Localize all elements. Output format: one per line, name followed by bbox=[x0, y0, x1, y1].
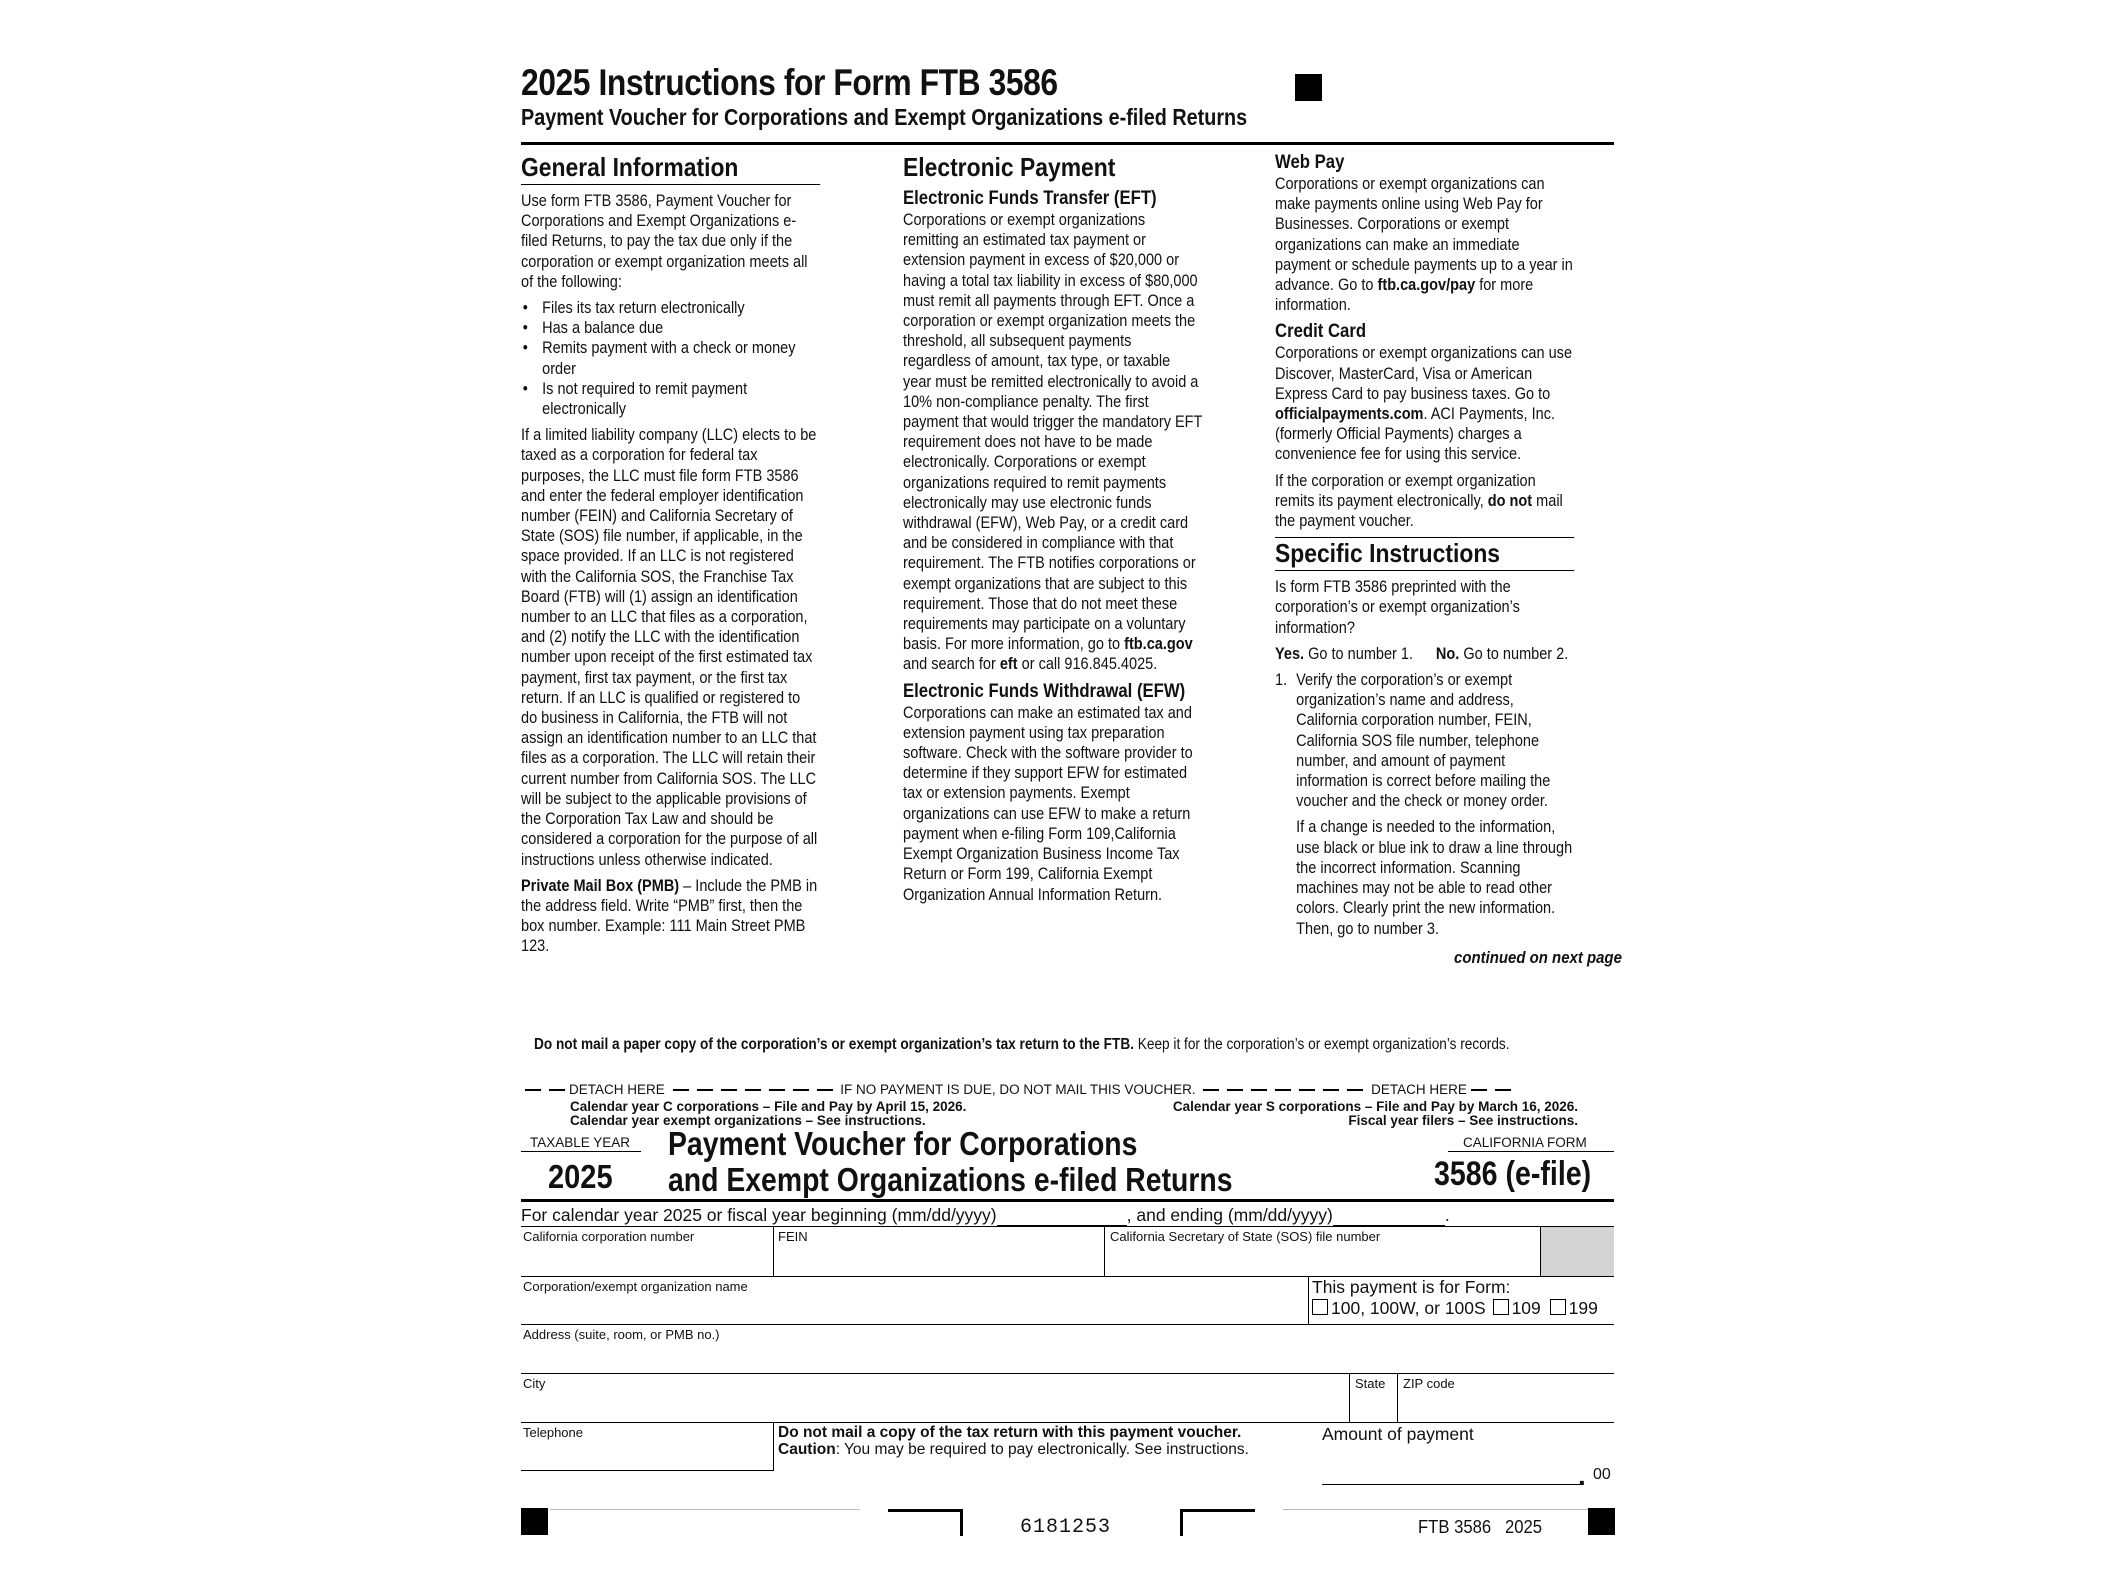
form-rule bbox=[521, 1226, 1614, 1227]
electronic-payment-heading: Electronic Payment bbox=[903, 152, 1116, 182]
form-100-label: 100, 100W, or 100S bbox=[1331, 1298, 1486, 1318]
pmb-text: – Include the PMB in the address field. Write “PMB” first, then the box number. Example: 111 Main Street PMB 123. bbox=[521, 876, 818, 956]
form-109-checkbox[interactable] bbox=[1493, 1299, 1509, 1315]
remit-note-text-2: mail the payment voucher. bbox=[1275, 491, 1563, 531]
eft-paragraph bbox=[903, 210, 1202, 675]
no-label: No. bbox=[1435, 644, 1460, 663]
list-item bbox=[1275, 670, 1574, 939]
fiscal-year-line bbox=[521, 1204, 1450, 1226]
remit-note-text: If the corporation or exempt organization remits its payment electronically, bbox=[1275, 471, 1536, 510]
sos-number-label: California Secretary of State (SOS) file number bbox=[1110, 1229, 1381, 1244]
web-pay-text-2: for more information. bbox=[1275, 276, 1534, 315]
state-label: State bbox=[1355, 1376, 1386, 1391]
scan-corner-mark bbox=[888, 1509, 963, 1536]
eft-text-2: and search for bbox=[903, 655, 1000, 674]
form-rule bbox=[521, 1422, 1614, 1423]
web-pay-text: Corporations or exempt organizations can make payments online using Web Pay for Businesses. Corporations or exempt organizations can make an immediate payment or schedule payments up to a year in advance. Go to bbox=[1275, 175, 1573, 295]
do-not-mail-bold: Do not mail a paper copy of the corporation’s or exempt organization’s tax return to the FTB. bbox=[534, 1036, 1134, 1053]
org-name-field[interactable] bbox=[521, 1295, 1306, 1323]
form-divider bbox=[773, 1422, 774, 1470]
fiscal-text-2: , and ending (mm/dd/yyyy) bbox=[1126, 1205, 1333, 1225]
cal-c-text: Calendar year C corporations – File and Pay by April 15, 2026. bbox=[570, 1099, 967, 1114]
address-label: Address (suite, room, or PMB no.) bbox=[523, 1327, 720, 1342]
eft-text-3: or call 916.845.4025. bbox=[1017, 655, 1158, 674]
preprinted-question: Is form FTB 3586 preprinted with the corporation’s or exempt organization’s information? bbox=[1275, 578, 1520, 637]
calendar-year-s-note bbox=[1100, 1100, 1578, 1128]
zip-label: ZIP code bbox=[1403, 1376, 1455, 1391]
fein-field[interactable] bbox=[775, 1245, 1103, 1275]
fiscal-end-input[interactable] bbox=[1333, 1204, 1445, 1226]
registration-mark bbox=[521, 1508, 548, 1535]
detach-right-label: DETACH HERE bbox=[1371, 1082, 1467, 1097]
city-label: City bbox=[523, 1376, 546, 1391]
step-number: 1. bbox=[1275, 671, 1288, 690]
scan-rule bbox=[1283, 1509, 1613, 1510]
decimal-point: . bbox=[1578, 1460, 1586, 1491]
fein-label: FEIN bbox=[778, 1229, 808, 1244]
address-field[interactable] bbox=[521, 1343, 1614, 1372]
corp-number-field[interactable] bbox=[521, 1245, 771, 1275]
list-item: • Is not required to remit payment electronically bbox=[542, 379, 820, 419]
web-pay-heading: Web Pay bbox=[1275, 152, 1345, 173]
form-199-label: 199 bbox=[1568, 1298, 1598, 1318]
eft-heading: Electronic Funds Transfer (EFT) bbox=[903, 188, 1157, 209]
voucher-caution-note bbox=[778, 1424, 1249, 1458]
fiscal-begin-input[interactable] bbox=[997, 1204, 1127, 1226]
form-number: 3586 (e-file) bbox=[1434, 1155, 1592, 1193]
voucher-title-line-2: and Exempt Organizations e-filed Returns bbox=[668, 1161, 1233, 1198]
no-text: Go to number 2. bbox=[1459, 644, 1569, 663]
credit-card-heading: Credit Card bbox=[1275, 321, 1367, 343]
cal-exempt-text: Calendar year exempt organizations – See instructions. bbox=[570, 1113, 926, 1128]
scan-rule bbox=[550, 1509, 860, 1510]
payment-options-column bbox=[1275, 152, 1615, 945]
taxable-year-value: 2025 bbox=[548, 1158, 613, 1195]
form-divider bbox=[1349, 1373, 1350, 1422]
detach-left-label: DETACH HERE bbox=[569, 1082, 665, 1097]
credit-card-text: Corporations or exempt organizations can use Discover, MasterCard, Visa or American Express Card to pay business taxes. Go to bbox=[1275, 344, 1573, 403]
credit-card-text-2: . ACI Payments, Inc. (formerly Official Payments) charges a convenience fee for using this service. bbox=[1275, 405, 1556, 464]
yes-text: Go to number 1. bbox=[1304, 644, 1414, 663]
list-item: • Has a balance due bbox=[542, 318, 820, 338]
amount-of-payment-label: Amount of payment bbox=[1322, 1424, 1474, 1444]
scan-corner-mark bbox=[1180, 1509, 1255, 1536]
eft-search-term: eft bbox=[999, 655, 1018, 674]
do-not-mail-note bbox=[534, 1036, 1510, 1054]
taxable-year-rule bbox=[521, 1151, 641, 1152]
efw-heading: Electronic Funds Withdrawal (EFW) bbox=[903, 680, 1186, 702]
corp-number-label: California corporation number bbox=[523, 1229, 695, 1244]
header-rule bbox=[521, 142, 1614, 145]
continued-note: continued on next page bbox=[1454, 948, 1622, 967]
do-not-emphasis: do not bbox=[1487, 491, 1533, 510]
llc-paragraph: If a limited liability company (LLC) elects to be taxed as a corporation for federal tax purposes, the LLC must file form FTB 3586 and enter the federal employer identification number (FEIN) and California Secretary of State (SOS) file number, if applicable, in the space provided. If an LLC is not registered with the California SOS, the Franchise Tax Board (FTB) will (1) assign an identification number to an LLC that files as a corporation, and (2) notify the LLC with the identification number upon receipt of the first estimated tax payment, first tax payment, or the first tax return. If an LLC is qualified or registered to do business in California, the FTB will not assign an identification number to an LLC that files as a corporation. The LLC will retain their current number from California SOS. The LLC will be subject to the applicable provisions of the Corporation Tax Law and should be considered a corporation for the purpose of all instructions unless otherwise indicated. bbox=[521, 426, 818, 869]
general-information-column bbox=[521, 152, 861, 963]
list-item: • Files its tax return electronically bbox=[542, 298, 820, 318]
caution-label: Caution bbox=[778, 1441, 836, 1458]
form-109-label: 109 bbox=[1511, 1298, 1541, 1318]
yes-label: Yes. bbox=[1275, 644, 1305, 663]
telephone-label: Telephone bbox=[523, 1425, 583, 1440]
instruction-steps bbox=[1275, 670, 1574, 939]
form-divider bbox=[1308, 1276, 1309, 1324]
scan-code: 6181253 bbox=[1020, 1516, 1112, 1539]
official-payments-link: officialpayments.com bbox=[1275, 405, 1424, 424]
footer-form-id: FTB 3586 2025 bbox=[1418, 1516, 1543, 1537]
eft-text: Corporations or exempt organizations remitting an estimated tax payment or extension payment in excess of $20,000 or having a total tax liability in excess of $80,000 must remit all payments through EFT. Once a corporation or exempt organization meets the threshold, all subsequent payments regardless of amount, tax type, or taxable year must be remitted electronically to avoid a 10% non-compliance penalty. The first payment that would trigger the mandatory EFT requirement does not have to be made electronically. Corporations or exempt organizations required to remit payments electronically may use electronic funds withdrawal (EFW), Web Pay, or a credit card and be considered in compliance with that requirement. The FTB notifies corporations or exempt organizations that are subject to this requirement. Those that do not meet these requirements may participate on a voluntary basis. For more information, go to bbox=[903, 211, 1203, 654]
amount-rule bbox=[1322, 1484, 1580, 1485]
electronic-payment-column bbox=[903, 152, 1243, 911]
voucher-rule bbox=[521, 1199, 1614, 1202]
registration-mark bbox=[1295, 74, 1322, 101]
cal-s-text: Calendar year S corporations – File and Pay by March 16, 2026. bbox=[1172, 1099, 1578, 1114]
form-rule bbox=[521, 1324, 1614, 1325]
pmb-paragraph bbox=[521, 876, 820, 957]
requirements-list bbox=[521, 298, 820, 419]
form-divider bbox=[1397, 1373, 1398, 1422]
taxable-year-label: TAXABLE YEAR bbox=[530, 1135, 631, 1150]
org-name-label: Corporation/exempt organization name bbox=[523, 1279, 748, 1294]
voucher-title-line-1: Payment Voucher for Corporations bbox=[668, 1125, 1138, 1162]
no-mail-bold: Do not mail a copy of the tax return with this payment voucher. bbox=[778, 1424, 1242, 1441]
step-1-change-text: If a change is needed to the information, use black or blue ink to draw a line through the incorrect information. Scanning machines may not be able to read other colors. Clearly print the new information. Then, go to number 3. bbox=[1296, 818, 1573, 938]
fiscal-filers-text: Fiscal year filers – See instructions. bbox=[1348, 1113, 1578, 1128]
calendar-year-c-note bbox=[570, 1100, 966, 1128]
sos-number-field[interactable] bbox=[1106, 1245, 1539, 1275]
caution-text: : You may be required to pay electronically. See instructions. bbox=[835, 1441, 1249, 1458]
no-payment-notice: IF NO PAYMENT IS DUE, DO NOT MAIL THIS VOUCHER. bbox=[840, 1082, 1196, 1097]
detach-line bbox=[521, 1082, 1614, 1096]
california-form-rule bbox=[1448, 1151, 1614, 1152]
general-information-intro: Use form FTB 3586, Payment Voucher for Corporations and Exempt Organizations e-filed Returns, to pay the tax due only if the corporation or exempt organization meets all of the following: bbox=[521, 192, 808, 291]
amount-of-payment-field[interactable] bbox=[1322, 1448, 1578, 1483]
web-pay-link: ftb.ca.gov/pay bbox=[1377, 276, 1476, 295]
form-divider bbox=[773, 1226, 774, 1276]
amount-cents: 00 bbox=[1593, 1466, 1611, 1483]
registration-mark bbox=[1588, 1508, 1615, 1535]
payment-form-selector bbox=[1312, 1277, 1598, 1319]
document-subtitle: Payment Voucher for Corporations and Exempt Organizations e-filed Returns bbox=[521, 104, 1248, 130]
form-199-checkbox[interactable] bbox=[1550, 1299, 1566, 1315]
state-field[interactable] bbox=[1351, 1392, 1396, 1421]
payment-form-label: This payment is for Form: bbox=[1312, 1277, 1511, 1297]
pmb-term: Private Mail Box (PMB) bbox=[521, 876, 680, 895]
fiscal-text-3: . bbox=[1444, 1205, 1450, 1225]
city-field[interactable] bbox=[521, 1392, 1347, 1421]
web-pay-paragraph bbox=[1275, 174, 1574, 315]
california-form-label: CALIFORNIA FORM bbox=[1463, 1135, 1587, 1150]
ftb-link: ftb.ca.gov bbox=[1124, 635, 1193, 654]
general-information-heading: General Information bbox=[521, 152, 820, 185]
fiscal-text: For calendar year 2025 or fiscal year beginning (mm/dd/yyyy) bbox=[521, 1205, 997, 1225]
form-100-checkbox[interactable] bbox=[1312, 1299, 1328, 1315]
specific-instructions-heading: Specific Instructions bbox=[1275, 537, 1574, 571]
voucher-title bbox=[668, 1126, 1233, 1198]
step-1-text: Verify the corporation’s or exempt organization’s name and address, California corporation number, FEIN, California SOS file number, telephone number, and amount of payment information is correct before mailing the voucher and the check or money order. bbox=[1296, 671, 1551, 811]
do-not-mail-text: Keep it for the corporation’s or exempt organization’s records. bbox=[1133, 1036, 1510, 1053]
list-item: • Remits payment with a check or money order bbox=[542, 338, 820, 378]
document-title: 2025 Instructions for Form FTB 3586 bbox=[521, 62, 1058, 103]
form-rule bbox=[521, 1373, 1614, 1374]
credit-card-paragraph bbox=[1275, 343, 1574, 464]
efw-paragraph: Corporations can make an estimated tax and extension payment using tax preparation software. Check with the software provider to determine if they support EFW for estimated tax or extension payments. Exempt organizations can use EFW to make a return payment when e-filing Form 109,California Exempt Organization Business Income Tax Return or Form 199, California Exempt Organization Annual Information Return. bbox=[903, 703, 1193, 904]
telephone-field[interactable] bbox=[521, 1441, 771, 1469]
zip-field[interactable] bbox=[1399, 1392, 1613, 1421]
yes-no-directions bbox=[1275, 644, 1574, 664]
shaded-box bbox=[1541, 1227, 1614, 1276]
form-divider bbox=[1104, 1226, 1105, 1276]
electronic-remit-note bbox=[1275, 471, 1574, 532]
form-rule bbox=[521, 1470, 774, 1471]
